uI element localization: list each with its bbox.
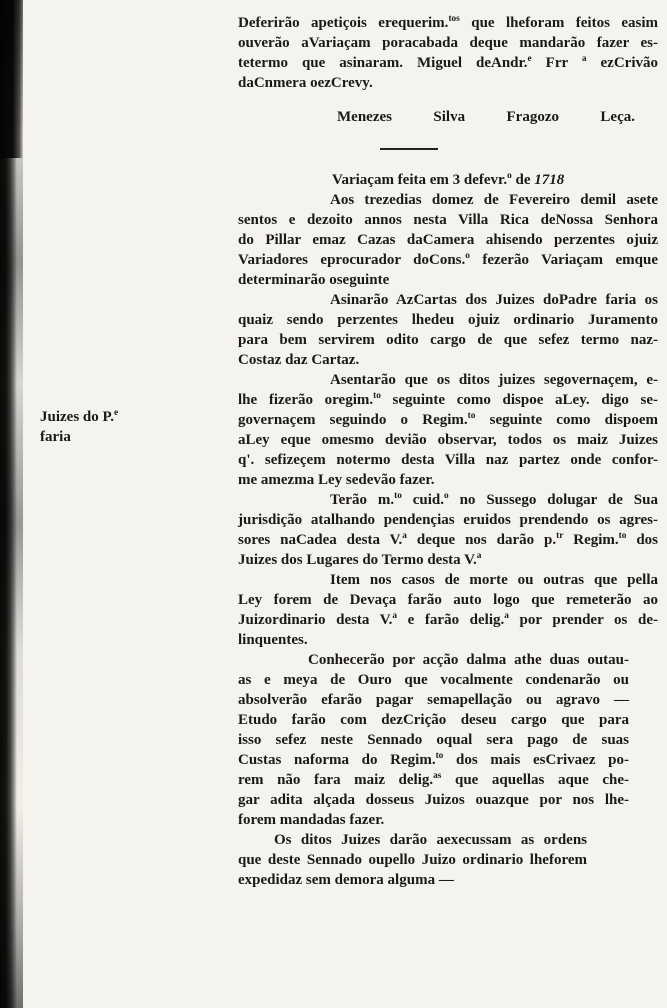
text-line: Conhecerão por acção dalma athe duas outau- [308, 652, 629, 668]
text-line: q'. sefizeçem notermo desta Villa naz partez onde confor- [238, 452, 658, 468]
text-line: sentos e dezoito annos nesta Villa Rica deNossa Senhora [238, 212, 658, 228]
text-line: sores naCadea desta V.$^a$ deque nos darão p.$^{tr}$ Regim.$^{to}$ dos [238, 531, 658, 548]
text-line: Aos trezedias domez de Fevereiro demil asete [330, 192, 658, 208]
text-line: jurisdição atalhando pendençias eruidos prendendo os agres- [238, 512, 658, 528]
text-line: Item nos casos de morte ou outras que pella [330, 572, 658, 588]
text-line: Custas naforma do Regim.$^{to}$ dos mais esCrivaez po- [238, 751, 629, 768]
text-line: rem não fara maiz delig.$^{as}$ que aquellas aque che- [238, 771, 629, 788]
text-line: do Pillar emaz Cazas daCamera ahisendo perzentes ojuiz [238, 232, 658, 248]
margin-note [40, 407, 170, 447]
paragraph [238, 570, 658, 650]
text-line: governaçem seguindo o Regim.$^{to}$ seguinte como dispoem [238, 411, 658, 428]
text-line: Juizes dos Lugares do Termo desta V.$^a$ [238, 551, 482, 568]
heading-text: Variaçam feita em 3 defevr.$^o$ de [332, 171, 535, 188]
text-line: Terão m.$^{to}$ cuid.$^o$ no Sussego dolugar de Sua [330, 491, 658, 508]
text-line: isso sefez neste Sennado oqual sera pago de suas [238, 732, 629, 748]
section-divider [380, 148, 438, 150]
text-line: expedidaz sem demora alguma — [238, 872, 454, 888]
paragraph [238, 370, 658, 490]
paragraph-blockquote [238, 830, 587, 890]
text-line: Deferirão apetiçois erequerim.$^{tos}$ que lheforam feitos easim [238, 14, 658, 31]
paragraph [238, 490, 658, 570]
text-line: Etudo farão com dezCrição deseu cargo que para [238, 712, 629, 728]
text-line: para bem servirem odito cargo de que sefez termo naz- [238, 332, 658, 348]
text-line: forem mandadas fazer. [238, 812, 385, 828]
text-line: Juizordinario desta V.$^a$ e farão delig.$^a$ por prender os de- [238, 611, 658, 628]
text-column [238, 13, 658, 890]
text-line: determinarão oseguinte [238, 272, 390, 288]
text-line: as e meya de Ouro que vocalmente condenarão ou [238, 672, 629, 688]
text-line: Os ditos Juizes darão aexecussam as ordens [274, 832, 587, 848]
paragraph-blockquote [238, 650, 629, 830]
signature: Fragozo [506, 109, 559, 125]
text-line: gar adita alçada dosseus Juizos ouazque por nos lhe- [238, 792, 629, 808]
text-line: ouverão aVariaçam poracabada deque mandarão fazer es- [238, 35, 658, 51]
text-line: absolverão efarão pagar semapellação ou agravo — [238, 692, 629, 708]
text-line: tetermo que asinaram. Miguel deAndr.$^e$ Frr $^a$ ezCrivão [238, 54, 658, 71]
text-line: Variadores eprocurador doCons.$^o$ fezerão Variaçam emque [238, 251, 658, 268]
text-line: Asinarão AzCartas dos Juizes doPadre faria os [330, 292, 658, 308]
text-line: me amezma Ley sedevão fazer. [238, 472, 435, 488]
signature: Silva [433, 109, 466, 125]
book-gutter-shadow [0, 0, 17, 1008]
text-line: Costaz daz Cartaz. [238, 352, 360, 368]
text-line: lhe fizerão oregim.$^{to}$ seguinte como dispoe aLey. digo se- [238, 391, 658, 408]
signature-row [337, 107, 635, 127]
text-line: daCnmera oezCrevy. [238, 75, 373, 91]
heading-year: 1718 [534, 172, 565, 188]
text-line: Ley forem de Devaça farão auto logo que remeterão ao [238, 592, 658, 608]
section-heading [332, 170, 658, 190]
text-line: aLey eque omesmo devião observar, todos os maiz Juizes [238, 432, 658, 448]
signature: Leça. [600, 109, 635, 125]
text-line: Asentarão que os ditos juizes segovernaçem, e- [330, 372, 658, 388]
paragraph [238, 190, 658, 290]
text-line: linquentes. [238, 632, 308, 648]
signature: Menezes [337, 109, 392, 125]
text-line: que deste Sennado oupello Juizo ordinario lheforem [238, 852, 587, 868]
margin-note-line: faria [40, 429, 71, 445]
text-line: quaiz sendo perzentes lhedeu ojuiz ordinario Juramento [238, 312, 658, 328]
paragraph [238, 290, 658, 370]
margin-note-line: Juizes do P.$^e$ [40, 408, 119, 425]
paragraph-closing [238, 13, 658, 93]
